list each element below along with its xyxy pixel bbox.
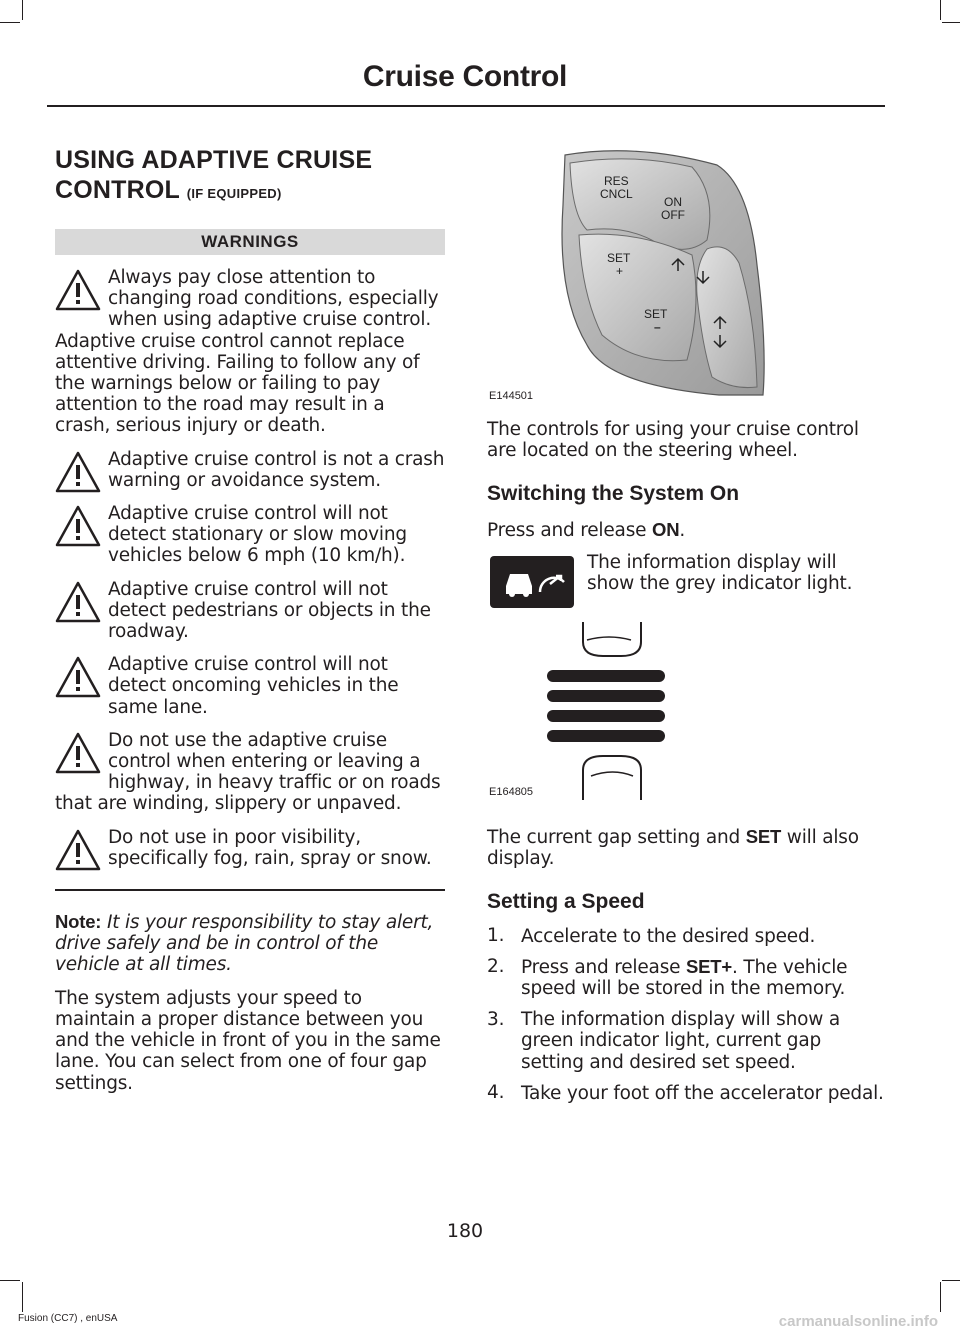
warning-item (55, 503, 445, 567)
step-item (487, 1082, 887, 1104)
step-text: The information display will show a green indicator light, current gap setting and desired set speed. (521, 1008, 840, 1074)
warning-item (55, 654, 445, 718)
steering-controls-figure (487, 145, 887, 405)
warning-triangle-icon (55, 451, 101, 493)
gap-setting-illustration (487, 616, 887, 806)
crop-mark (22, 1282, 23, 1312)
footer-text: Fusion (CC7) , enUSA (18, 1313, 118, 1324)
right-column (487, 145, 887, 1113)
plus-label: + (616, 264, 624, 278)
step-text: Take your foot off the accelerator pedal. (521, 1083, 884, 1105)
crop-mark (940, 0, 941, 20)
step-text: Accelerate to the desired speed. (521, 926, 816, 948)
switching-heading: Switching the System On (487, 482, 740, 506)
step-item (487, 1009, 887, 1074)
warning-text: Always pay close attention to changing road conditions, especially when using adaptive cruise control. (108, 267, 439, 331)
step-number: 1. (487, 925, 505, 947)
warning-text: Do not use the adaptive cruise control when entering or leaving a highway, in heavy traffic or on roads (108, 729, 441, 794)
gap-post: will also display. (487, 826, 859, 869)
heading-line-2: CONTROL (55, 176, 180, 204)
page-title: Cruise Control (362, 60, 568, 93)
page-number: 180 (446, 1220, 484, 1242)
warning-text-cont: Adaptive cruise control cannot replace attentive driving. Failing to follow any of the warnings below or failing to pay attention to the road may result in a crash, serious injury or death. (55, 330, 420, 437)
cncl-label: CNCL (600, 187, 633, 201)
warning-text: Do not use in poor visibility, specifically fog, rain, spray or snow. (108, 826, 432, 869)
step-keyword: SET+ (686, 956, 732, 978)
warning-text: Adaptive cruise control is not a crash warning or avoidance system. (108, 448, 445, 491)
step-item (487, 956, 887, 999)
heading-line-1: USING ADAPTIVE CRUISE (55, 146, 373, 174)
on-keyword: ON (652, 519, 680, 541)
controls-paragraph: The controls for using your cruise control are located on the steering wheel. (487, 419, 859, 462)
warning-item (55, 449, 445, 491)
crop-mark (0, 22, 20, 23)
warnings-list (55, 267, 445, 869)
warning-item (55, 827, 445, 869)
warning-text-cont: that are winding, slippery or unpaved. (55, 793, 402, 815)
warning-triangle-icon (55, 829, 101, 871)
setting-speed-heading: Setting a Speed (487, 890, 645, 914)
warnings-bar: WARNINGS (55, 229, 445, 255)
warning-triangle-icon (55, 656, 101, 698)
title-rule (47, 105, 885, 107)
body-paragraph: The system adjusts your speed to maintain a proper distance between you and the vehicle in front of you in the same lane. You can select from one of four gap settings. (55, 987, 441, 1094)
warning-item (55, 579, 445, 643)
warning-triangle-icon (55, 269, 101, 311)
crop-mark (942, 22, 960, 23)
left-column (55, 145, 445, 1094)
gap-setting-figure (487, 616, 887, 806)
indicator-text: The information display will show the grey indicator light. (587, 551, 853, 594)
crop-mark (22, 0, 23, 20)
gap-paragraph (487, 826, 887, 869)
on-label: ON (664, 195, 682, 209)
divider (55, 889, 445, 891)
press-pre: Press and release (487, 520, 652, 542)
step-text: Press and release (521, 957, 686, 979)
note (55, 911, 445, 976)
figure-id: E164805 (489, 785, 534, 798)
warning-text: Adaptive cruise control will not detect oncoming vehicles in the same lane. (108, 654, 399, 718)
figure-id: E144501 (489, 390, 534, 402)
step-number: 3. (487, 1008, 505, 1030)
steps-list (487, 925, 887, 1104)
off-label: OFF (661, 208, 685, 222)
step-number: 2. (487, 956, 505, 978)
warning-text: Adaptive cruise control will not detect pedestrians or objects in the roadway. (108, 578, 431, 643)
press-on-line (487, 519, 887, 541)
heading-sub: (IF EQUIPPED) (186, 186, 282, 201)
warning-triangle-icon (55, 581, 101, 623)
step-item (487, 925, 887, 947)
set-keyword: SET (745, 825, 782, 847)
gap-pre: The current gap setting and (487, 826, 746, 848)
indicator-block (487, 552, 887, 612)
warning-triangle-icon (55, 505, 101, 547)
set-minus-label: SET (644, 307, 668, 321)
crop-mark (942, 1280, 960, 1281)
watermark: carmanualsonline.info (778, 1313, 938, 1330)
step-text-post: . The vehicle speed will be stored in the memory. (521, 957, 848, 1000)
acc-indicator-icon (490, 556, 574, 608)
warning-item (55, 267, 445, 437)
note-label: Note: (55, 911, 102, 933)
warning-item (55, 730, 445, 815)
step-number: 4. (487, 1082, 505, 1104)
note-text: It is your responsibility to stay alert, drive safely and be in control of the vehicle at all times. (55, 912, 434, 976)
warning-triangle-icon (55, 732, 101, 774)
warning-text: Adaptive cruise control will not detect stationary or slow moving vehicles below 6 mph (10 km/h). (108, 503, 407, 567)
minus-label: – (654, 320, 661, 334)
crop-mark (0, 1280, 20, 1281)
press-post: . (679, 520, 686, 542)
steering-wheel-controls-illustration (487, 145, 887, 405)
crop-mark (940, 1282, 941, 1312)
set-plus-label: SET (607, 251, 631, 265)
section-heading (55, 145, 445, 209)
res-label: RES (604, 174, 629, 188)
